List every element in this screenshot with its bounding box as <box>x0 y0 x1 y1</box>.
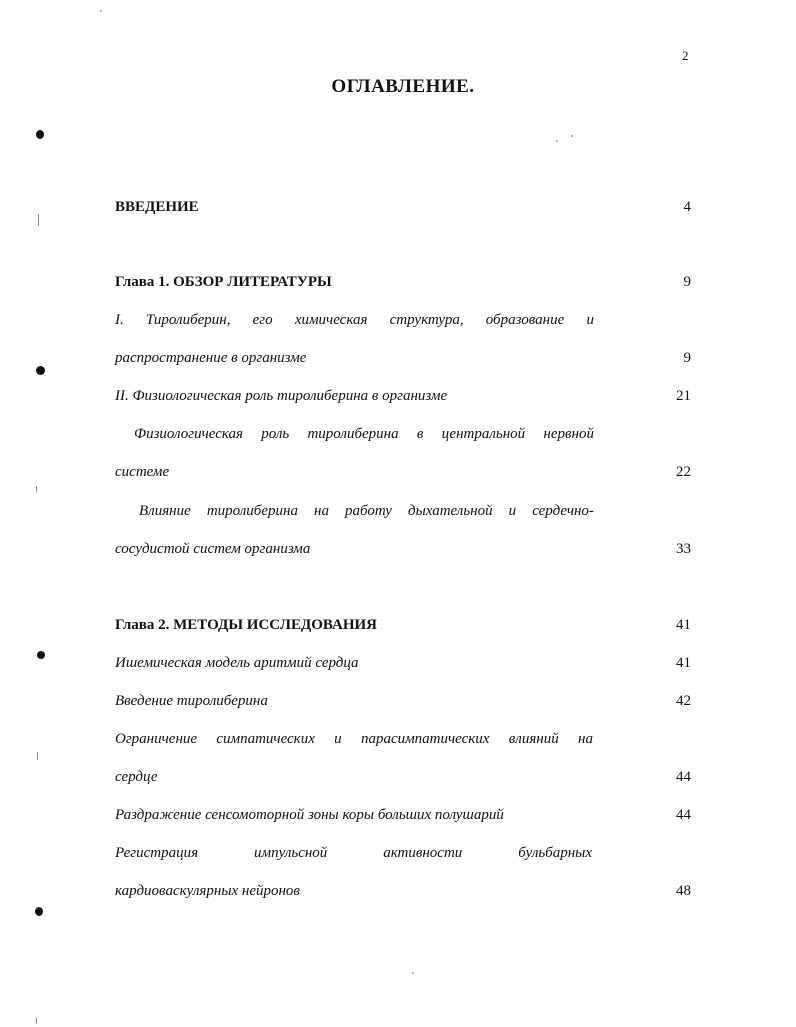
toc-entry-section-4-line1 <box>139 503 594 520</box>
toc-word: I. <box>115 312 124 328</box>
binder-hole-mark <box>36 130 44 139</box>
toc-page-section-4: 33 <box>676 541 691 557</box>
toc-entry-chapter-2: Глава 2. МЕТОДЫ ИССЛЕДОВАНИЯ <box>115 617 377 633</box>
binder-hole-mark <box>36 366 45 375</box>
scan-mark <box>36 1018 37 1024</box>
scan-speck <box>556 140 558 142</box>
toc-entry-intro: ВВЕДЕНИЕ <box>115 199 199 215</box>
toc-entry-section-1-line2: распространение в организме <box>115 350 307 366</box>
page-title: ОГЛАВЛЕНИЕ. <box>331 76 475 97</box>
scan-speck <box>571 135 573 137</box>
toc-entry-method-5-line2: кардиоваскулярных нейронов <box>115 883 300 899</box>
toc-entry-method-2: Введение тиролиберина <box>115 693 268 709</box>
toc-word: и <box>508 503 517 519</box>
toc-page-method-4: 44 <box>676 807 691 823</box>
toc-word: импульсной <box>254 845 328 861</box>
toc-entry-method-5-line1 <box>115 845 592 862</box>
toc-word: химическая <box>294 312 368 328</box>
toc-word: на <box>314 503 329 519</box>
toc-word: центральной <box>441 426 526 442</box>
toc-word: работу <box>344 503 392 519</box>
toc-word: роль <box>261 426 290 442</box>
toc-entry-chapter-1: Глава 1. ОБЗОР ЛИТЕРАТУРЫ <box>115 274 332 290</box>
toc-word: Регистрация <box>115 845 199 861</box>
toc-word: симпатических <box>216 731 315 747</box>
scan-speck <box>100 10 102 12</box>
toc-page-method-1: 41 <box>676 655 691 671</box>
toc-entry-section-4-line2: сосудистой систем организма <box>115 541 311 557</box>
toc-word: влияний <box>508 731 559 747</box>
toc-word: Влияние <box>139 503 191 519</box>
toc-word: нервной <box>543 426 594 442</box>
toc-entry-section-2: II. Физиологическая роль тиролиберина в организме <box>115 388 448 404</box>
toc-word: Физиологическая <box>134 426 244 442</box>
toc-word: образование <box>485 312 565 328</box>
toc-word: тиролиберина <box>206 503 298 519</box>
scan-speck <box>412 972 414 974</box>
toc-word: парасимпатических <box>360 731 490 747</box>
toc-word: структура, <box>389 312 464 328</box>
toc-page-method-2: 42 <box>676 693 691 709</box>
toc-entry-method-3-line1 <box>115 731 593 748</box>
toc-word: Ограничение <box>115 731 198 747</box>
toc-page-intro: 4 <box>683 199 691 215</box>
toc-page-method-3: 44 <box>676 769 691 785</box>
toc-entry-section-3-line1 <box>134 426 594 443</box>
toc-word: тиролиберина <box>307 426 399 442</box>
scan-mark <box>38 214 39 226</box>
toc-entry-method-1: Ишемическая модель аритмий сердца <box>115 655 359 671</box>
binder-hole-mark <box>37 651 45 659</box>
toc-word: бульбарных <box>518 845 592 861</box>
scan-mark <box>36 486 37 492</box>
toc-word: сердечно- <box>532 503 594 519</box>
toc-page-chapter-2: 41 <box>676 617 691 633</box>
toc-entry-method-3-line2: сердце <box>115 769 158 785</box>
page-number: 2 <box>682 48 689 63</box>
toc-word: активности <box>383 845 463 861</box>
toc-entry-method-4: Раздражение сенсомоторной зоны коры больших полушарий <box>115 807 504 823</box>
toc-word: и <box>334 731 342 747</box>
toc-word: его <box>252 312 273 328</box>
toc-page-section-3: 22 <box>676 464 691 480</box>
toc-page-chapter-1: 9 <box>683 274 691 290</box>
toc-entry-section-3-line2: системе <box>115 464 170 480</box>
binder-hole-mark <box>35 907 43 916</box>
toc-word: Тиролиберин, <box>145 312 231 328</box>
toc-word: дыхательной <box>407 503 493 519</box>
toc-page-section-1: 9 <box>683 350 691 366</box>
scan-mark <box>37 752 38 760</box>
toc-entry-section-1-line1 <box>115 312 594 329</box>
toc-page-section-2: 21 <box>676 388 691 404</box>
toc-word: на <box>578 731 593 747</box>
toc-word: и <box>586 312 594 328</box>
toc-page-method-5: 48 <box>676 883 691 899</box>
toc-word: в <box>416 426 424 442</box>
